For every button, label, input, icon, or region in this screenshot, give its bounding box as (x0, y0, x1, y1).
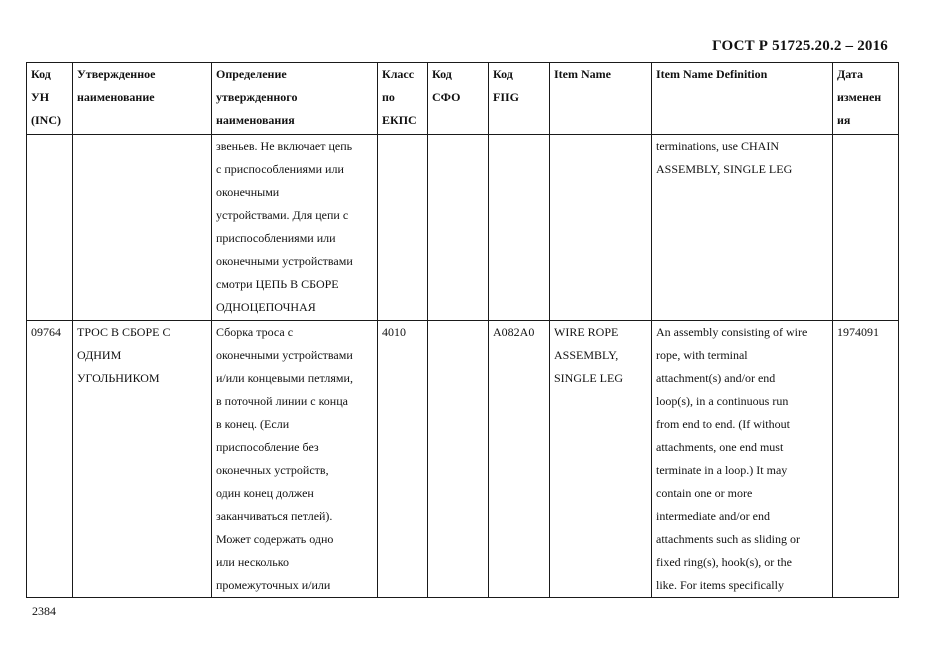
header-definition-ru (212, 63, 378, 135)
text-line: contain one or more (656, 486, 753, 500)
header-line: Item Name Definition (656, 67, 768, 81)
text-line: ОДНОЦЕПОЧНАЯ (216, 300, 316, 314)
table-row (27, 135, 899, 321)
document-header: ГОСТ Р 51725.20.2 – 2016 (712, 38, 888, 54)
text-line: terminations, use CHAIN (656, 139, 779, 153)
header-line: Item Name (554, 67, 611, 81)
text-line: ASSEMBLY, SINGLE LEG (656, 162, 793, 176)
header-line: Утвержденное (77, 67, 156, 81)
text-line: звеньев. Не включает цепь (216, 139, 353, 153)
cell-inc: 09764 (27, 321, 73, 598)
text-line: intermediate and/or end (656, 509, 770, 523)
cell-approved-name (73, 135, 212, 321)
text-line: An assembly consisting of wire (656, 325, 808, 339)
text-line: оконечными устройствами (216, 348, 353, 362)
cell-change-date: 1974091 (833, 321, 899, 598)
header-class (378, 63, 428, 135)
cell-inc (27, 135, 73, 321)
text-line: attachment(s) and/or end (656, 371, 776, 385)
text-line: Может содержать одно (216, 532, 334, 546)
text-line: приспособлениями или (216, 231, 336, 245)
cell-definition-ru (212, 321, 378, 598)
header-inc (27, 63, 73, 135)
cell-definition-en (652, 321, 833, 598)
cell-change-date (833, 135, 899, 321)
header-sfo (428, 63, 489, 135)
items-table (26, 62, 899, 598)
cell-fiig: A082A0 (489, 321, 550, 598)
text-line: оконечных устройств, (216, 463, 329, 477)
header-line: утвержденного (216, 90, 298, 104)
header-line: Код (31, 67, 51, 81)
header-line: УН (31, 90, 50, 104)
text-line: или несколько (216, 555, 289, 569)
text-line: loop(s), in a continuous run (656, 394, 789, 408)
table-header-row (27, 63, 899, 135)
text-line: ОДНИМ (77, 348, 122, 362)
header-line: FIIG (493, 90, 520, 104)
text-line: fixed ring(s), hook(s), or the (656, 555, 792, 569)
text-line: в конец. (Если (216, 417, 290, 431)
text-line: промежуточных и/или (216, 578, 331, 592)
header-line: СФО (432, 90, 461, 104)
text-line: и/или концевыми петлями, (216, 371, 353, 385)
header-line: ЕКПС (382, 113, 417, 127)
text-line: оконечными устройствами (216, 254, 353, 268)
cell-fiig (489, 135, 550, 321)
text-line: from end to end. (If without (656, 417, 790, 431)
header-line: Дата (837, 67, 863, 81)
text-line: устройствами. Для цепи с (216, 208, 349, 222)
text-line: ТРОС В СБОРЕ С (77, 325, 171, 339)
header-line: наименования (216, 113, 295, 127)
header-line: изменен (837, 90, 882, 104)
cell-class: 4010 (378, 321, 428, 598)
header-line: ия (837, 113, 851, 127)
header-line: Код (432, 67, 452, 81)
text-line: заканчиваться петлей). (216, 509, 333, 523)
table-row (27, 321, 899, 598)
text-line: like. For items specifically (656, 578, 784, 592)
header-line: (INC) (31, 113, 61, 127)
text-line: с приспособлениями или (216, 162, 344, 176)
text-line: Сборка троса с (216, 325, 294, 339)
cell-definition-en (652, 135, 833, 321)
text-line: один конец должен (216, 486, 314, 500)
header-approved-name (73, 63, 212, 135)
cell-class (378, 135, 428, 321)
header-fiig (489, 63, 550, 135)
cell-definition-ru (212, 135, 378, 321)
page-number: 2384 (32, 604, 56, 618)
cell-sfo (428, 135, 489, 321)
text-line: SINGLE LEG (554, 371, 623, 385)
cell-approved-name (73, 321, 212, 598)
text-line: в поточной линии с конца (216, 394, 348, 408)
header-item-name (550, 63, 652, 135)
text-line: смотри ЦЕПЬ В СБОРЕ (216, 277, 339, 291)
text-line: WIRE ROPE (554, 325, 619, 339)
cell-item-name (550, 321, 652, 598)
header-line: по (382, 90, 395, 104)
header-line: наименование (77, 90, 155, 104)
text-line: terminate in a loop.) It may (656, 463, 788, 477)
header-line: Определение (216, 67, 287, 81)
text-line: rope, with terminal (656, 348, 748, 362)
text-line: attachments such as sliding or (656, 532, 800, 546)
header-line: Класс (382, 67, 415, 81)
header-item-name-definition (652, 63, 833, 135)
header-change-date (833, 63, 899, 135)
text-line: УГОЛЬНИКОМ (77, 371, 160, 385)
text-line: приспособление без (216, 440, 319, 454)
text-line: оконечными (216, 185, 280, 199)
text-line: attachments, one end must (656, 440, 784, 454)
cell-sfo (428, 321, 489, 598)
header-line: Код (493, 67, 513, 81)
text-line: ASSEMBLY, (554, 348, 619, 362)
cell-item-name (550, 135, 652, 321)
